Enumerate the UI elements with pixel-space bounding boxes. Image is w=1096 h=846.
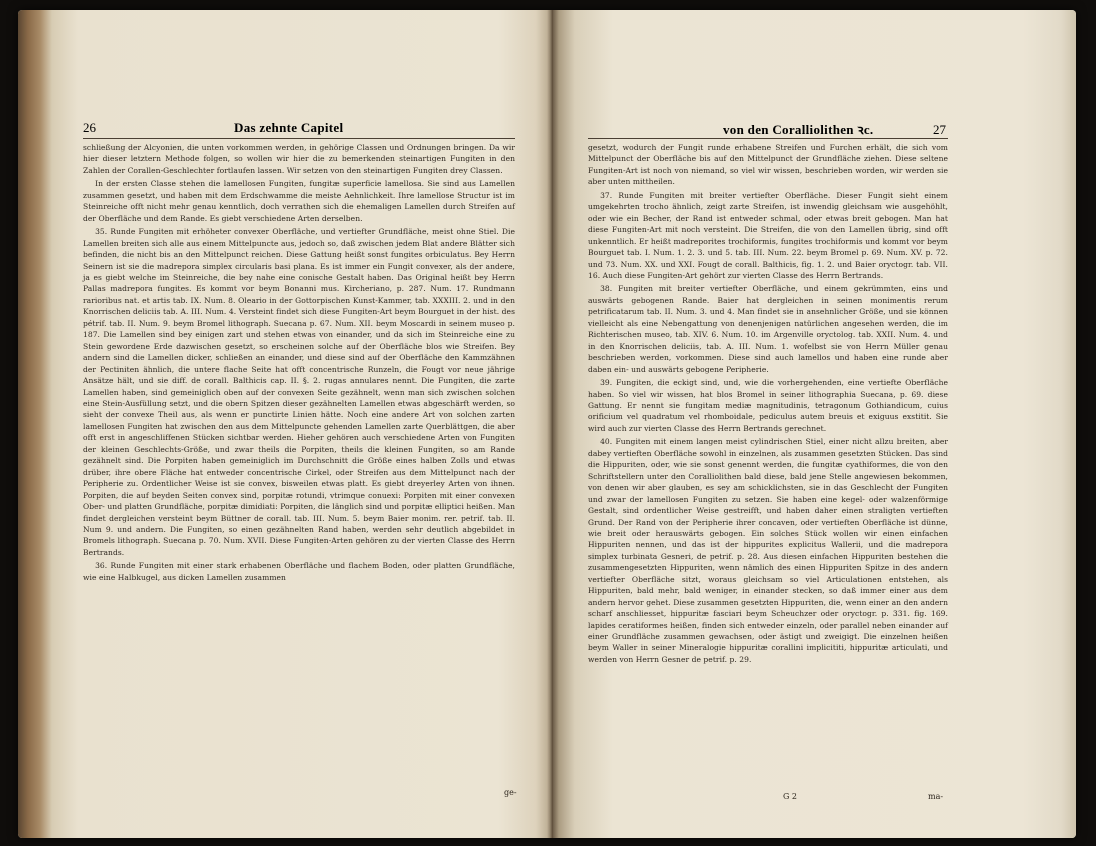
right-paragraph: gesetzt, wodurch der Fungit runde erhabene Streifen und Furchen erhält, die sich vom Mittelpunct der Oberfläche bis auf den Mittelpunct der Grundfläche ziehen. Diese seltene Fungiten-Art ist noch von niemand, so viel wir wissen, beschrieben worden, wir werden sie aber unten mittheilen.	[588, 143, 948, 187]
right-running-title: von den Coralliolithen ꝛc.	[723, 122, 874, 137]
right-paragraph: 39. Fungiten, die eckigt sind, und, wie die vorhergehenden, eine vertiefte Oberfläche haben. So viel wir wissen, hat blos Bromel in seiner lithographia Suecana, p. 69. diese Gattung. Er nennt sie fungitam mediæ magnitudinis, tetragonum Gothiandicum, cuius orificium vel quadratum vel rhomboidale, pediculus autem breuis et exiguus exstitit. Sie wird auch zur vierten Classe des Herrn Bertrands gerechnet.	[588, 378, 948, 433]
right-paragraph: 40. Fungiten mit einem langen meist cylindrischen Stiel, einer nicht allzu breiten, aber dabey vertieften Oberfläche sowohl in einzelnen, als zusammen gesetzten Stücken. Das sind die Hippuriten, oder, wie sie sonst genennt werden, die fungitæ cyathiformes, die von den Schriftstellern unter den Coralliolithen bald diese, bald jene Stelle angewiesen bekommen, von denen wir aber glauben, es sey am schicklichsten, sie in das Geschlecht der Fungiten und zwar der lamellosen Fungiten zu setzen. Sie haben eine kegel- oder walzenförmige Gestalt, sind ordentlicher Weise gestreifft, und haben daher einen straligten vertieften Grund. Der Rand von der Peripherie ihrer concaven, oder vertieften Oberfläche ist dünne, wie breit oder herauswärts gebogen. Ein solches Stück wollen wir einen einfachen Hippuriten nennen, und das ist der hippurites explicitus Wallerii, und die madrepora simplex turbinata Gesneri, de petrif. p. 28. Aus diesen einfachen Hippuriten bestehen die zusammengesetzten Hippuriten, wenn nämlich des einen Hippuriten Spitze in des andern vertiefter Oberfläche sitzt, woraus gleichsam so viel Articulationen entstehen, als Hippuriten, bald mehr, bald weniger, in einander stecken, so daß immer einer aus dem andern hervor gehet. Diese zusammen gesetzten Hippuriten, die, wenn einer an den andern scharf anschliesset, hippuritæ fasciari beym Scheuchzer oder oryctogr. p. 331. fig. 169. lapides ceratiformes heißen, finden sich entweder einzeln, oder parallel neben einander auf einer Grundfläche zusammen gewachsen, oder ästigt und zweigigt. Die einzelnen heißen beym Waller in seiner Mineralogie hippuritæ corallini implicititi, hippuritæ articulati, und werden von Herrn Gesner de petrif. p. 29.	[588, 437, 948, 664]
book-spread	[18, 10, 1076, 838]
right-page	[553, 10, 1076, 838]
left-body-text	[83, 142, 515, 585]
left-paragraph: schließung der Alcyonien, die unten vorkommen werden, in gehörige Classen und Ordnungen bringen. Da wir hier dieser letztern Methode folgen, so wollen wir hier die zu bemerkenden steinartigen Fungiten in den Zahlen der Corallen-Geschlechter fortlaufen lassen. Wir setzen von den steinartigen Fungiten drey Classen.	[83, 143, 515, 175]
left-paragraph: In der ersten Classe stehen die lamellosen Fungiten, fungitæ superficie lamellosa. Sie sind aus Lamellen zusammen gesetzt, und haben mit dem Erdschwamme die meiste Aehnlichkeit. Ihre lamellose Structur ist im Steinreiche offt nicht mehr genau kenntlich, doch verrathen sich die ehemaligen Lamellen durch Streifen auf der Oberfläche und dem Rande. Es giebt verschiedene Arten derselben.	[83, 179, 515, 223]
left-header-rule	[83, 138, 515, 139]
right-paragraph: 37. Runde Fungiten mit breiter vertiefter Oberfläche. Dieser Fungit sieht einem umgekehrten trocho ähnlich, zeigt zarte Streifen, ist inwendig gleichsam wie ausgehöhlt, oder wie ein Becher, der Rand ist entweder schmal, oder etwas breit gebogen. Man hat diese Fungiten-Art mit noch versteint. Die Streifen, die von den Lamellen übrig, sind offt unkenntlich. Er heißt madreporites trochiformis, fungites trochiformis und kommt vor beym Bourguet tab. I. Num. 1. 2. 3. und 5. tab. III. Num. 22. beym Bromel p. 69. Num. XV. p. 72. und 73. Num. XX. und XXI. Fougt de corall. Balthicis, fig. 1. 2. und Baier oryctogr. tab. VII. 16. Auch diese Fungiten-Art gehört zur vierten Classe des Herrn Bertrands.	[588, 190, 948, 280]
right-body-text	[588, 142, 948, 667]
left-running-title: Das zehnte Capitel	[234, 120, 344, 135]
right-page-number: 27	[933, 122, 946, 137]
right-header-rule	[588, 138, 948, 139]
left-page	[18, 10, 553, 838]
right-signature: G 2	[783, 792, 798, 801]
right-catchword: ma-	[928, 792, 944, 801]
left-page-number: 26	[83, 120, 96, 135]
right-paragraph: 38. Fungiten mit breiter vertiefter Oberfläche, und einem gekrümmten, eins und auswärts gebogenen Rande. Baier hat dergleichen in seinen monimentis rerum petrificatarum tab. II. Num. 3. und 4. Man findet sie in ansehnlicher Größe, und sie können vielleicht als eine Nebengattung von denenjenigen natürlichen angesehen werden, die im Richterischen museo, tab. XIV. 6. Num. 10. im Argenville oryctolog. tab. XXII. Num. 4. und in den Knorrischen deliciis, tab. A. III. Num. 1. wofelbst sie von Herrn Müller genau beschrieben werden, vorkommen. Diese sind auch lamellos und haben eine runde aber daben ein- und auswärts gebogene Peripherie.	[588, 284, 948, 374]
left-paragraph: 35. Runde Fungiten mit erhöheter convexer Oberfläche, und vertiefter Grundfläche, meist ohne Stiel. Die Lamellen breiten sich alle aus einem Mittelpuncte aus, jedoch so, daß zwischen jedem Blat andere Blätter sich befinden, die nicht bis an den Mittelpunct reichen. Diese Gattung heißt sonst fungites orbiculatus. Bey Herrn Seinern ist sie die madrepora simplex circularis basi plana. Es ist immer ein Fungit convexer, als der andere, ja es giebt welche im Steinreiche, die bey nahe eine conische Gestalt haben. Das Original heißt bey Herrn Pallas madrepora fungites. Es kommt vor beym Bonanni mus. Kircheriano, p. 287. Num. 17. Rundmann rarioribus nat. et artis tab. IX. Num. 8. Oleario in der Gottorpischen Kunst-Kammer, tab. XXXIII. 2. und in den Knorrischen deliciis tab. A. III. Num. 4. Versteint findet sich diese Fungiten-Art beym Bourguet in der hist. des pétrif. tab. II. Num. 9. beym Bromel lithograph. Suecana p. 67. Num. XII. beym Moscardi in seinem museo p. 187. Die Lamellen sind bey einigen zart und stehen etwas von einander, und da sich im Steinreiche eine zu Stein gewordene Erde dazwischen gesetzt, so erscheinen solche auf der Oberfläche blos wie Streifen. Bey andern sind die Lamellen dicker, schließen an einander, und diese sind auf der Oberfläche den Kammzähnen der Pectiniten ähnlich, die untere flache Seite hat offt concentrische Runzeln, die Fougt vor neue jährige Ansätze hält, und sie diff. de corall. Balthicis cap. II. §. 2. rugas annulares nennt. Die Fungiten, die zarte Lamellen haben, sind gemeiniglich oben auf der convexen Seite gezähnelt, wenn man sich zwischen solchen eine Stein-Ausfüllung setzt, und die obern Spitzen dieser gezähnelten Lamellen etwas abgeschärft werden, so sieht der convexe Theil aus, als wenn er punctirte Linien hätte. Noch eine andere Art von solchen zarten lamellosen Fungiten hat zwischen den aus dem Mittelpuncte gehenden Lamellen zarte Querblättgen, die aber offt erst in angeschliffenen Stücken sichtbar werden. Hieher gehören auch verschiedene Arten von Fungiten der kleinen Geschlechts-Größe, und zwar theils die Porpiten, theils die kleinen Fungiten, so am Rande gezähnelt sind. Die Porpiten haben gemeiniglich im Durchschnitt die Größe eines halben Zolls und etwas drüber, ihre obere Fläche hat entweder concentrische Cirkel, oder Streifen aus dem Mittelpunct nach der Peripherie zu. Ordentlicher Weise ist sie convex, bisweilen etwas platt. Es giebt dreyerley Arten von ihnen. Porpiten, die auf beyden Seiten convex sind, porpitæ rotundi, vtrimque conuexi: Porpiten mit einer convexen Ober- und platten Grundfläche, porpitæ dimidiati: Porpiten, die länglich sind und porpitæ elliptici heißen. Man findet dergleichen versteint beym Büttner de corall. tab. III. Num. 5. beym Baier monim. rer. petrif. tab. II. Num 9. und andern. Die Fungiten, so einen gezähnelten Rand haben, werden sehr deutlich abgebildet in Bromels lithograph. Suecana p. 70. Num. XVII. Diese Fungiten-Arten gehören zu der vierten Classe des Herrn Bertrands.	[83, 227, 515, 557]
left-catchword: ge-	[504, 788, 517, 797]
left-paragraph: 36. Runde Fungiten mit einer stark erhabenen Oberfläche und flachem Boden, oder platten Grundfläche, wie eine Halbkugel, aus dicken Lamellen zusammen	[83, 561, 515, 582]
